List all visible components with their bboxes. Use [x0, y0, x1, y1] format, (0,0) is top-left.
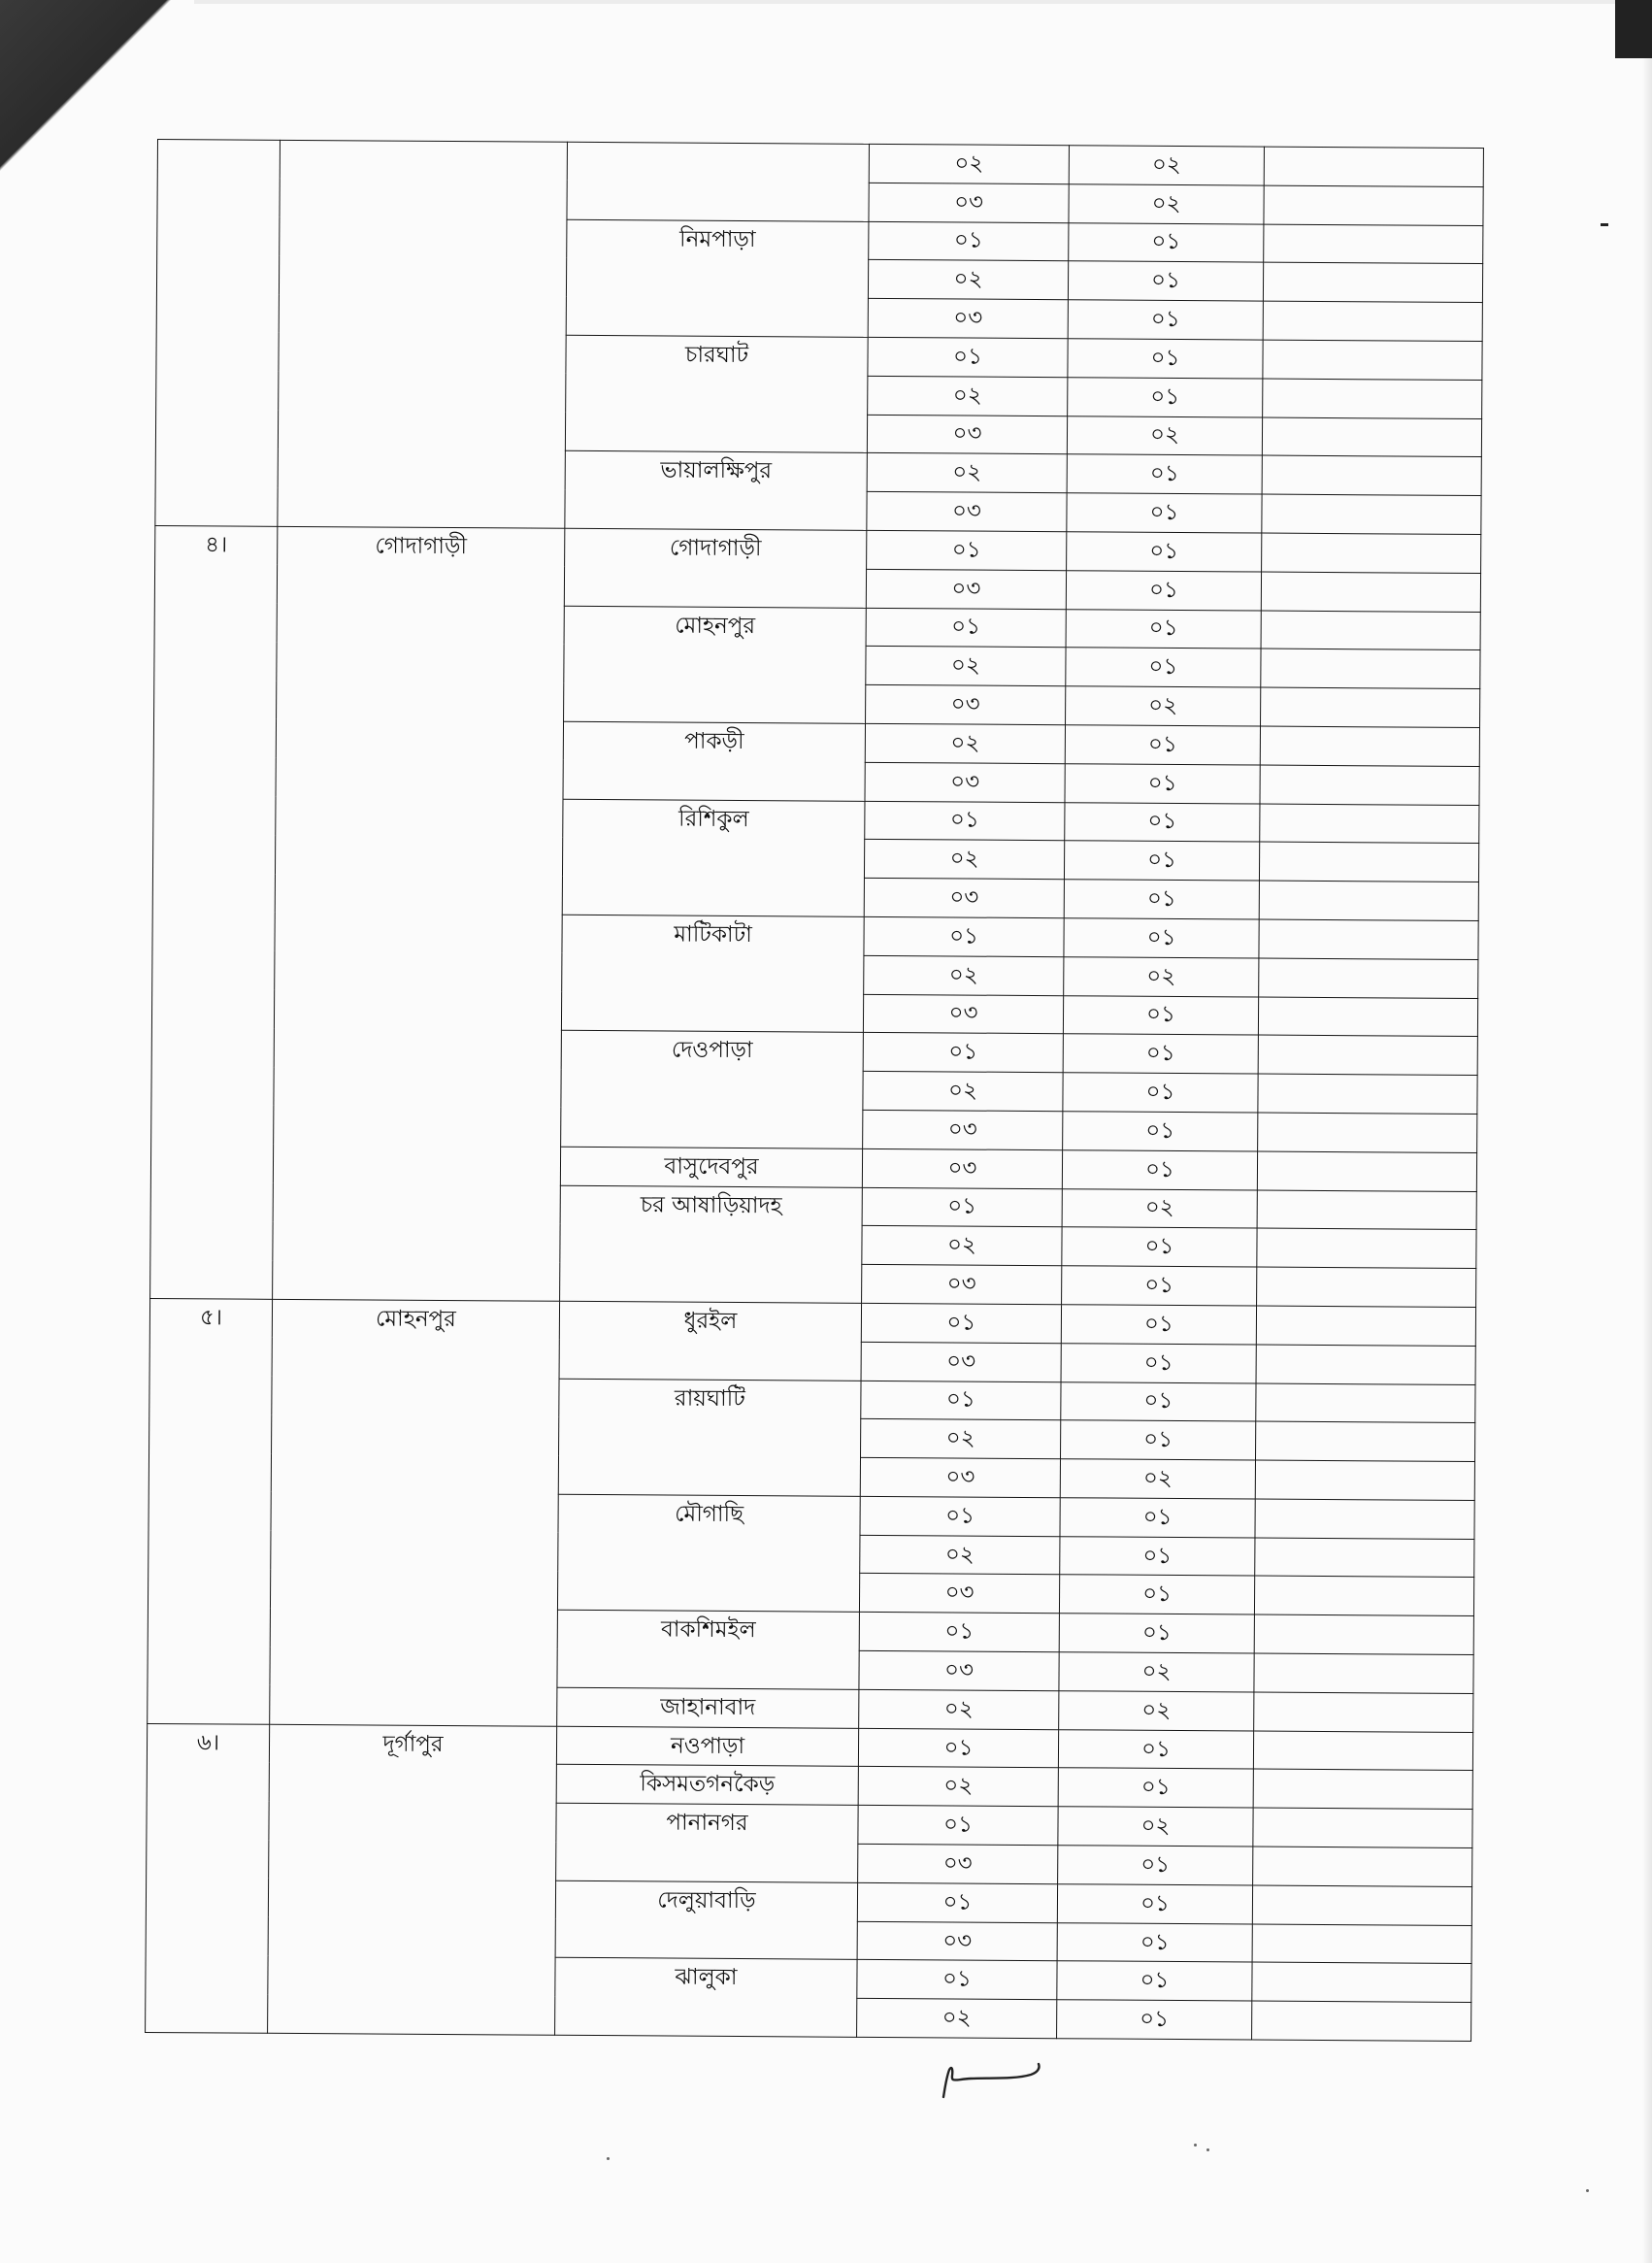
ward-number-cell: ০৩: [867, 415, 1067, 454]
count-cell: ০১: [1060, 1536, 1255, 1576]
remark-cell: [1258, 1113, 1477, 1152]
remark-cell: [1258, 1035, 1477, 1075]
union-cell: বাসুদেবপুর: [560, 1147, 862, 1187]
remark-cell: [1261, 649, 1480, 688]
remark-cell: [1256, 1306, 1475, 1346]
ward-number-cell: ০৩: [863, 1110, 1063, 1149]
ward-number-cell: ০৩: [863, 994, 1063, 1034]
ward-number-cell: ০১: [861, 1381, 1061, 1420]
count-cell: ০১: [1058, 1846, 1253, 1885]
ward-number-cell: ০২: [860, 1535, 1060, 1575]
count-cell: ০২: [1064, 956, 1259, 996]
count-cell: ০১: [1057, 2000, 1252, 2040]
count-cell: ০১: [1057, 1961, 1252, 2001]
remark-cell: [1255, 1460, 1474, 1500]
remark-cell: [1253, 1731, 1472, 1771]
remark-cell: [1261, 572, 1480, 612]
remark-cell: [1259, 842, 1478, 882]
remark-cell: [1264, 185, 1483, 225]
ward-number-cell: ০২: [859, 1689, 1059, 1729]
paper-speck: [1194, 2144, 1197, 2147]
count-cell: ০১: [1068, 261, 1263, 301]
ward-number-cell: ০২: [858, 1767, 1058, 1807]
ward-number-cell: ০১: [860, 1496, 1060, 1536]
ward-number-cell: ০২: [868, 376, 1068, 416]
ward-number-cell: ০২: [864, 955, 1064, 995]
handwritten-signature: [932, 2056, 1068, 2105]
union-cell: মাটিকাটা: [561, 915, 864, 1032]
ward-number-cell: ০২: [863, 1071, 1063, 1111]
ward-number-cell: ০৩: [861, 1342, 1061, 1381]
ward-number-cell: ০১: [859, 1613, 1059, 1652]
union-cell: চর আষাড়িয়াদহ: [560, 1185, 863, 1303]
ward-number-cell: ০৩: [862, 1264, 1062, 1304]
count-cell: ০২: [1069, 184, 1264, 224]
count-cell: ০২: [1059, 1652, 1254, 1692]
count-cell: ০১: [1066, 648, 1261, 687]
remark-cell: [1255, 1421, 1474, 1461]
remark-cell: [1258, 997, 1477, 1037]
remark-cell: [1252, 1962, 1471, 2002]
count-cell: ০২: [1059, 1691, 1254, 1731]
remark-cell: [1252, 1924, 1471, 1964]
remark-cell: [1258, 1074, 1477, 1114]
union-cell: মৌগাছি: [557, 1494, 860, 1612]
serial-cell: ৪।: [150, 525, 278, 1299]
count-cell: ০১: [1064, 918, 1259, 958]
count-cell: ০১: [1064, 880, 1259, 919]
count-cell: ০১: [1068, 378, 1263, 417]
remark-cell: [1262, 533, 1481, 573]
remark-cell: [1253, 1769, 1472, 1809]
ward-number-cell: ০২: [862, 1226, 1062, 1266]
remark-cell: [1263, 301, 1482, 341]
union-cell: ঝালুকা: [555, 1958, 858, 2038]
upazila-cell: দূর্গাপুর: [268, 1724, 557, 2035]
ward-number-cell: ০৩: [866, 569, 1066, 609]
ward-number-cell: ০৩: [864, 878, 1064, 917]
ward-number-cell: ০২: [864, 840, 1064, 880]
remark-cell: [1263, 340, 1482, 380]
ward-number-cell: ০৩: [869, 183, 1069, 222]
count-cell: ০১: [1061, 1381, 1256, 1421]
paper-speck: [607, 2157, 610, 2160]
union-cell: জাহানাবাদ: [557, 1687, 859, 1728]
union-cell: [567, 142, 870, 221]
count-cell: ০১: [1065, 725, 1260, 765]
serial-cell: ৫।: [148, 1298, 273, 1724]
remark-cell: [1255, 1538, 1474, 1578]
remark-cell: [1260, 726, 1479, 766]
count-cell: ০২: [1066, 686, 1261, 726]
ward-number-cell: ০২: [857, 1999, 1057, 2039]
count-cell: ০১: [1057, 1884, 1252, 1924]
ward-number-cell: ০২: [866, 647, 1066, 686]
remark-cell: [1262, 455, 1481, 495]
remark-cell: [1261, 611, 1480, 650]
count-cell: ০১: [1062, 1266, 1257, 1306]
ward-number-cell: ০২: [865, 723, 1065, 763]
count-cell: ০১: [1063, 1034, 1258, 1074]
remark-cell: [1254, 1692, 1473, 1732]
union-cell: মোহনপুর: [564, 606, 867, 723]
count-cell: ০২: [1062, 1188, 1257, 1228]
table-row: [157, 140, 1483, 187]
page-right-shadow: [1642, 58, 1652, 2263]
count-cell: ০১: [1063, 995, 1258, 1035]
union-cell: নিমপাড়া: [566, 219, 869, 337]
ward-number-cell: ০৩: [858, 1844, 1058, 1883]
table-row: [155, 525, 1481, 573]
count-cell: ০২: [1069, 146, 1264, 185]
count-cell: ০১: [1068, 339, 1263, 379]
count-cell: ০১: [1067, 454, 1262, 494]
count-cell: ০১: [1066, 570, 1261, 610]
count-cell: ০২: [1067, 416, 1262, 455]
ward-number-cell: ০২: [868, 260, 1068, 300]
ward-number-cell: ০১: [857, 1882, 1057, 1922]
count-cell: ০১: [1057, 1922, 1252, 1962]
remark-cell: [1259, 919, 1478, 959]
remark-cell: [1261, 687, 1480, 727]
ward-number-cell: ০১: [867, 530, 1067, 570]
remark-cell: [1256, 1383, 1475, 1423]
ward-number-cell: ০১: [865, 801, 1065, 841]
count-cell: ০২: [1060, 1459, 1255, 1499]
upazila-cell: গোদাগাড়ী: [273, 526, 565, 1301]
ward-number-cell: ০২: [869, 144, 1069, 183]
count-cell: ০২: [1058, 1807, 1253, 1847]
count-cell: ০১: [1062, 1227, 1257, 1267]
remark-cell: [1259, 881, 1478, 920]
remark-cell: [1264, 224, 1483, 264]
ward-number-cell: ০৩: [866, 685, 1066, 725]
count-cell: ০১: [1061, 1305, 1256, 1345]
count-cell: ০১: [1069, 222, 1264, 262]
count-cell: ০১: [1061, 1420, 1256, 1460]
allocation-table: [145, 139, 1484, 2042]
union-cell: রিশিকুল: [562, 799, 865, 916]
remark-cell: [1260, 765, 1479, 805]
remark-cell: [1257, 1228, 1476, 1268]
count-cell: ০১: [1063, 1112, 1258, 1151]
remark-cell: [1263, 379, 1482, 418]
page-right-edge: [1615, 0, 1652, 58]
count-cell: ০১: [1068, 300, 1263, 340]
ward-number-cell: ০১: [869, 221, 1069, 261]
count-cell: ০১: [1059, 1575, 1254, 1614]
remark-cell: [1262, 494, 1481, 534]
remark-cell: [1259, 958, 1478, 998]
remark-cell: [1262, 417, 1481, 457]
page-top-edge: [194, 0, 1621, 4]
ward-number-cell: ০৩: [867, 492, 1067, 532]
count-cell: ০১: [1063, 1073, 1258, 1113]
remark-cell: [1252, 1885, 1471, 1925]
remark-cell: [1254, 1614, 1473, 1654]
count-cell: ০১: [1060, 1498, 1255, 1538]
ward-number-cell: ০৩: [860, 1457, 1060, 1497]
union-cell: পাকড়ী: [563, 721, 866, 801]
union-cell: ধুরইল: [559, 1301, 862, 1381]
ward-number-cell: ০১: [858, 1728, 1058, 1768]
count-cell: ০১: [1061, 1343, 1256, 1382]
ward-number-cell: ০৩: [868, 299, 1068, 339]
count-cell: ০১: [1058, 1729, 1253, 1769]
ward-number-cell: ০২: [861, 1419, 1061, 1459]
union-cell: দেলুয়াবাড়ি: [555, 1880, 858, 1960]
serial-cell: ৬।: [146, 1723, 270, 2033]
count-cell: ০১: [1067, 532, 1262, 572]
remark-cell: [1253, 1847, 1472, 1886]
table-row: [147, 1723, 1472, 1771]
remark-cell: [1264, 147, 1483, 186]
count-cell: ০১: [1064, 841, 1259, 881]
count-cell: ০১: [1066, 609, 1261, 649]
union-cell: পানানগর: [556, 1804, 859, 1883]
union-cell: দেওপাড়া: [561, 1031, 864, 1148]
ward-number-cell: ০১: [864, 916, 1064, 956]
union-cell: কিসমতগনকৈড়: [556, 1765, 858, 1806]
union-cell: চারঘাট: [565, 335, 868, 452]
remark-cell: [1254, 1653, 1473, 1693]
count-cell: ০১: [1062, 1149, 1257, 1189]
count-cell: ০১: [1058, 1768, 1253, 1808]
remark-cell: [1255, 1499, 1474, 1539]
ward-number-cell: ০৩: [865, 762, 1065, 802]
count-cell: ০১: [1065, 802, 1260, 842]
remark-cell: [1254, 1577, 1473, 1616]
ward-number-cell: ০১: [868, 337, 1068, 377]
remark-cell: [1260, 804, 1479, 844]
ward-number-cell: ০৩: [862, 1148, 1062, 1188]
remark-cell: [1253, 1808, 1472, 1847]
page-mark: [1601, 223, 1608, 226]
ward-number-cell: ০১: [862, 1187, 1062, 1227]
remark-cell: [1252, 2001, 1471, 2041]
ward-number-cell: ০১: [863, 1033, 1063, 1073]
upazila-cell: মোহনপুর: [270, 1299, 560, 1726]
ward-number-cell: ০২: [867, 453, 1067, 493]
remark-cell: [1257, 1151, 1476, 1191]
ward-number-cell: ০১: [861, 1303, 1061, 1343]
union-cell: রায়ঘাটি: [558, 1379, 861, 1496]
serial-cell: [155, 140, 281, 527]
ward-number-cell: ০১: [858, 1806, 1058, 1846]
remark-cell: [1257, 1190, 1476, 1230]
ward-number-cell: ০৩: [859, 1574, 1059, 1614]
remark-cell: [1257, 1267, 1476, 1307]
ward-number-cell: ০৩: [859, 1650, 1059, 1690]
union-cell: গোদাগাড়ী: [564, 528, 867, 608]
table-row: [149, 1298, 1475, 1346]
ward-number-cell: ০১: [866, 608, 1066, 648]
union-cell: ভায়ালক্ষিপুর: [565, 451, 868, 531]
upazila-cell: [278, 140, 568, 528]
count-cell: ০১: [1067, 493, 1262, 533]
paper-speck: [1206, 2148, 1209, 2151]
ward-number-cell: ০৩: [857, 1921, 1057, 1961]
count-cell: ০১: [1065, 763, 1260, 803]
union-cell: বাকশিমইল: [557, 1611, 860, 1690]
remark-cell: [1263, 262, 1482, 302]
union-cell: নওপাড়া: [556, 1726, 858, 1767]
count-cell: ০১: [1059, 1614, 1254, 1653]
ward-number-cell: ০১: [857, 1960, 1057, 2000]
remark-cell: [1256, 1345, 1475, 1384]
paper-speck: [1586, 2189, 1589, 2192]
